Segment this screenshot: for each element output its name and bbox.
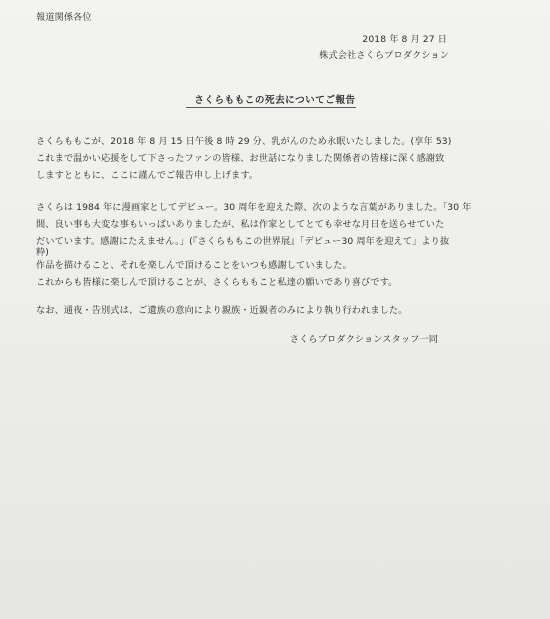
paragraph-2-line: さくらは 1984 年に漫画家としてデビュー。30 周年を迎えた際、次のような言葉がありました。「30 年 — [36, 202, 472, 213]
paragraph-2-line: これからも皆様に楽しんで頂けることが、さくらももこと私達の願いであり喜びです。 — [36, 277, 398, 288]
paragraph-2-line: 粋) — [36, 247, 49, 258]
paragraph-2-line: 間、良い事も大変な事もいっぱいありましたが、私は作家としてとても幸せな月日を送らせていた — [36, 219, 445, 230]
paragraph-1-line: しますとともに、ここに謹んでご報告申し上げます。 — [36, 170, 259, 181]
document-date: 2018 年 8 月 27 日 — [362, 34, 447, 45]
company-name: 株式会社さくらプロダクション — [319, 50, 449, 61]
recipient-line: 報道関係各位 — [36, 12, 92, 23]
title-underline — [186, 107, 356, 108]
paragraph-1-line: これまで温かい応援をして下さったファンの皆様、お世話になりました関係者の皆様に深く感謝致 — [36, 153, 445, 164]
paragraph-3-line: なお、通夜・告別式は、ご遺族の意向により親族・近親者のみにより執り行われました。 — [36, 305, 408, 316]
paragraph-2-line: だいています。感謝にたえません。」(『さくらももこの世界展』「デビュー30 周年を迎えて」より抜 — [36, 236, 450, 247]
document-title: さくらももこの死去についてご報告 — [194, 95, 356, 106]
paragraph-1-line: さくらももこが、2018 年 8 月 15 日午後 8 時 29 分、乳がんのため永眠いたしました。(享年 53) — [36, 136, 452, 147]
closing-signature: さくらプロダクションスタッフ一同 — [289, 334, 438, 345]
paragraph-2-line: 作品を描けること、それを楽しんで頂けることをいつも感謝していました。 — [36, 260, 352, 271]
